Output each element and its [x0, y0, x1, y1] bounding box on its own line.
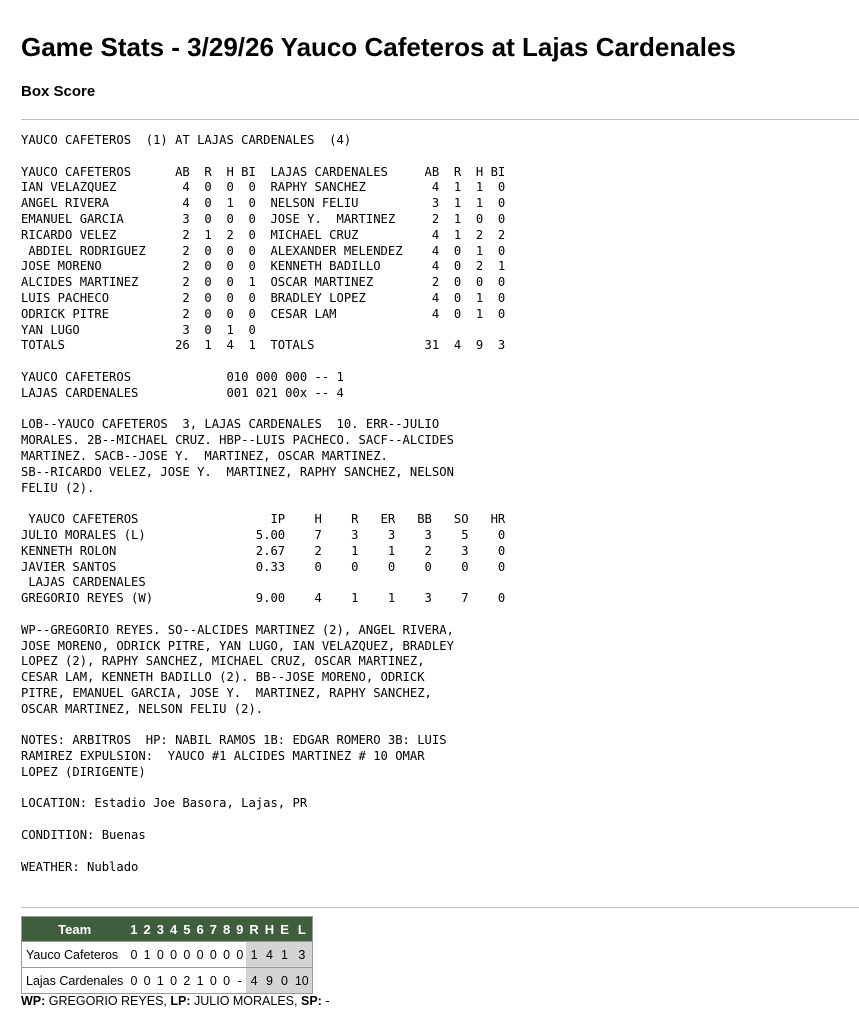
col-header-runs: R: [246, 917, 261, 942]
wp-value: GREGORIO REYES,: [48, 994, 167, 1008]
inning-score: 0: [220, 942, 233, 968]
inning-score: 0: [220, 968, 233, 994]
col-header-inning: 7: [207, 917, 220, 942]
total-runs: 4: [246, 968, 261, 994]
inning-score: 0: [233, 942, 246, 968]
box-score-text: YAUCO CAFETEROS (1) AT LAJAS CARDENALES (4) YAUCO CAFETEROS AB R H BI LAJAS CARDENALES AB R H BI IAN VELAZQUEZ 4 0 0 0 RAPHY SANCHEZ 4 1 1 0 ANGEL RIVERA 4 0 1 0 NELSON FELIU 3 1 1 0 EMANUEL GARCIA 3 0 0 0 JOSE Y. MARTINEZ 2 1 0 0 RICARDO VELEZ 2 1 2 0 MICHAEL CRUZ 4 1 2 2 ABDIEL RODRIGUEZ 2 0 0 0 ALEXANDER MELENDEZ 4 0 1 0 JOSE MORENO 2 0 0 0 KENNETH BADILLO 4 0 2 1 ALCIDES MARTINEZ 2 0 0 1 OSCAR MARTINEZ 2 0 0 0 LUIS PACHECO 2 0 0 0 BRADLEY LOPEZ 4 0 1 0 ODRICK PITRE 2 0 0 0 CESAR LAM 4 0 1 0 YAN LUGO 3 0 1 0 TOTALS 26 1 4 1 TOTALS 31 4 9 3 YAUCO CAFETEROS 010 000 000 -- 1 LAJAS CARDENALES 001 021 00x -- 4 LOB--YAUCO CAFETEROS 3, LAJAS CARDENALES 10. ERR--JULIO MORALES. 2B--MICHAEL CRUZ. HBP--LUIS PACHECO. SACF--ALCIDES MARTINEZ. SACB--JOSE Y. MARTINEZ, OSCAR MARTINEZ. SB--RICARDO VELEZ, JOSE Y. MARTINEZ, RAPHY SANCHEZ, NELSON FELIU (2). YAUCO CAFETEROS IP H R ER BB SO HR JULIO MORALES (L) 5.00 7 3 3 3 5 0 KENNETH ROLON 2.67 2 1 1 2 3 0 JAVIER SANTOS 0.33 0 0 0 0 0 0 LAJAS CARDENALES GREGORIO REYES (W) 9.00 4 1 1 3 7 0 WP--GREGORIO REYES. SO--ALCIDES MARTINEZ (2), ANGEL RIVERA, JOSE MORENO, ODRICK PITRE, YAN LUGO, IAN VELAZQUEZ, BRADLEY LOPEZ (2), RAPHY SANCHEZ, MICHAEL CRUZ, OSCAR MARTINEZ, CESAR LAM, KENNETH BADILLO (2). BB--JOSE MORENO, ODRICK PITRE, EMANUEL GARCIA, JOSE Y. MARTINEZ, RAPHY SANCHEZ, OSCAR MARTINEZ, NELSON FELIU (2). NOTES: ARBITROS HP: NABIL RAMOS 1B: EDGAR ROMERO 3B: LUIS RAMIREZ EXPULSION: YAUCO #1 ALCIDES MARTINEZ # 10 OMAR LOPEZ (DIRIGENTE) LOCATION: Estadio Joe Basora, Lajas, PR CONDITION: Buenas WEATHER: Nublado: [21, 133, 506, 874]
inning-score: 0: [193, 942, 206, 968]
col-header-errors: E: [277, 917, 292, 942]
col-header-inning: 2: [141, 917, 154, 942]
col-header-inning: 3: [154, 917, 167, 942]
col-header-inning: 1: [127, 917, 140, 942]
inning-score: 0: [207, 968, 220, 994]
linescore-table: [21, 916, 313, 994]
inning-score: 0: [127, 968, 140, 994]
inning-score: 0: [167, 942, 180, 968]
col-header-lob: L: [292, 917, 312, 942]
col-header-inning: 9: [233, 917, 246, 942]
total-lob: 10: [292, 968, 312, 994]
col-header-hits: H: [262, 917, 277, 942]
section-title: Box Score: [21, 83, 96, 100]
inning-score: 1: [141, 942, 154, 968]
linescore-header-row: [22, 917, 313, 942]
inning-score: 0: [167, 968, 180, 994]
total-hits: 9: [262, 968, 277, 994]
col-header-team: Team: [22, 917, 128, 942]
col-header-inning: 8: [220, 917, 233, 942]
team-name: Yauco Cafeteros: [22, 942, 128, 968]
inning-score: 0: [207, 942, 220, 968]
total-hits: 4: [262, 942, 277, 968]
table-row: [22, 968, 313, 994]
inning-score: 0: [154, 942, 167, 968]
pitching-decisions: [21, 994, 329, 1009]
inning-score: 1: [193, 968, 206, 994]
lp-value: JULIO MORALES,: [194, 994, 298, 1008]
table-row: [22, 942, 313, 968]
inning-score: 1: [154, 968, 167, 994]
inning-score: -: [233, 968, 246, 994]
total-runs: 1: [246, 942, 261, 968]
inning-score: 2: [180, 968, 193, 994]
team-name: Lajas Cardenales: [22, 968, 128, 994]
col-header-inning: 5: [180, 917, 193, 942]
col-header-inning: 6: [193, 917, 206, 942]
divider-bottom: [21, 907, 859, 908]
total-errors: 0: [277, 968, 292, 994]
sp-label: SP:: [300, 994, 322, 1008]
total-errors: 1: [277, 942, 292, 968]
lp-label: LP:: [170, 994, 191, 1008]
divider-top: [21, 119, 859, 120]
inning-score: 0: [180, 942, 193, 968]
col-header-inning: 4: [167, 917, 180, 942]
inning-score: 0: [127, 942, 140, 968]
wp-label: WP:: [21, 994, 46, 1008]
inning-score: 0: [141, 968, 154, 994]
sp-value: -: [325, 994, 330, 1008]
page-title: Game Stats - 3/29/26 Yauco Cafeteros at Lajas Cardenales: [21, 32, 736, 62]
total-lob: 3: [292, 942, 312, 968]
